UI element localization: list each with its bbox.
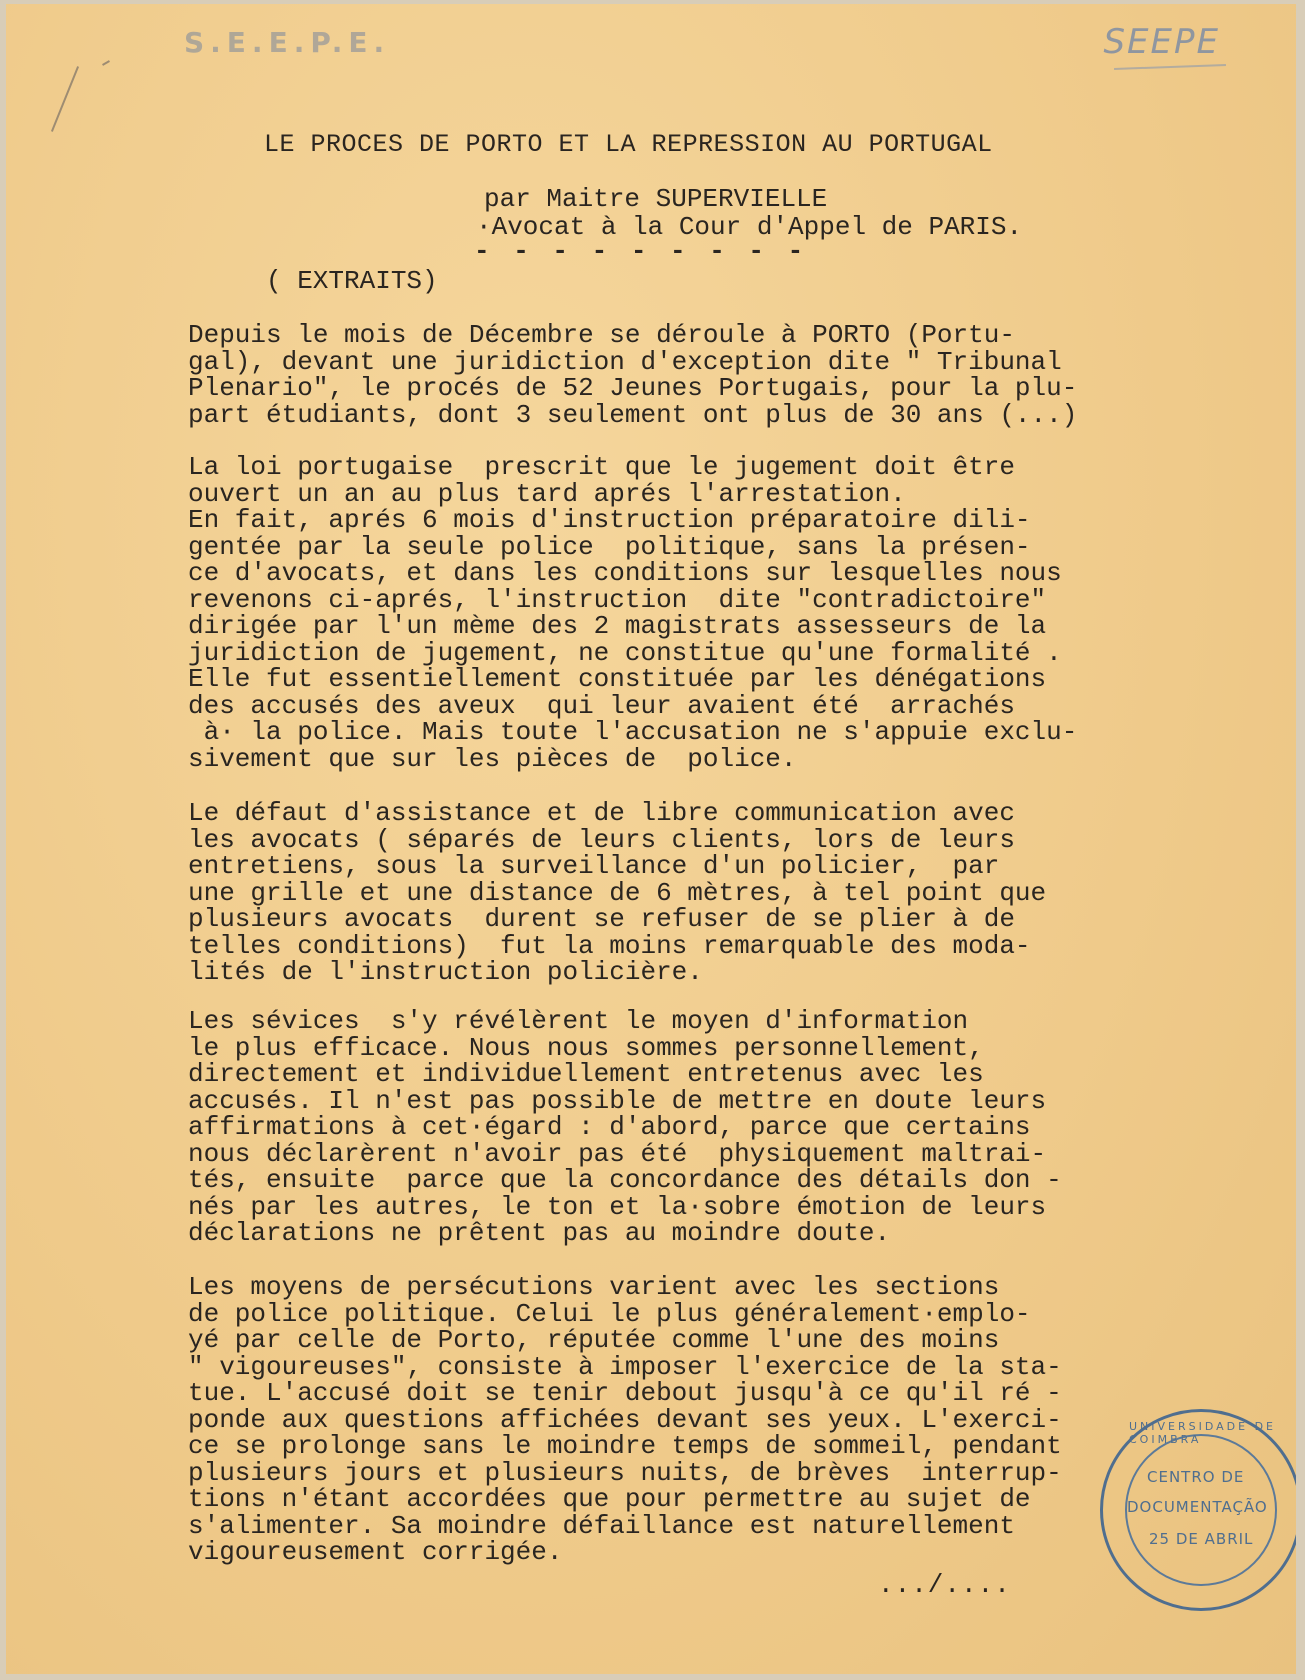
header-mark-underline (1114, 64, 1226, 70)
stamp-line-1: CENTRO DE (1147, 1468, 1245, 1486)
text-line: En fait, aprés 6 mois d'instruction préparatoire dili- (188, 505, 1031, 535)
text-line: directement et individuellement entretenus avec les (188, 1059, 984, 1089)
paragraph-2 (188, 454, 1088, 772)
document-title: LE PROCES DE PORTO ET LA REPRESSION AU PORTUGAL (264, 130, 993, 159)
text-line: ouvert un an au plus tard aprés l'arrestation. (188, 478, 906, 509)
text-line: le plus efficace. Nous nous sommes personnellement, (188, 1032, 984, 1063)
text-line: les avocats ( séparés de leurs clients, lors de leurs (188, 824, 1015, 855)
text-line: Les moyens de persécutions varient avec les sections (188, 1272, 1000, 1302)
text-line: des accusés des aveux qui leur avaient été arrachés (188, 690, 1015, 721)
text-line: part étudiants, dont 3 seulement ont plus de 30 ans (...) (188, 399, 1078, 430)
text-line: juridiction de jugement, ne constitue qu'une formalité . (188, 637, 1062, 668)
author-byline: par Maitre SUPERVIELLE (484, 184, 828, 214)
text-line: Elle fut essentiellement constituée par les dénégations (188, 664, 1047, 694)
text-line: tue. L'accusé doit se tenir debout jusqu'à ce qu'il ré - (188, 1378, 1062, 1408)
paragraph-3 (188, 800, 1088, 986)
text-line: ce se prolonge sans le moindre temps de sommeil, pendant (188, 1431, 1062, 1461)
header-mark-left: S.E.E.P.E. (184, 26, 391, 59)
paragraph-5 (188, 1274, 1088, 1566)
stamp-ring-text: UNIVERSIDADE DE COIMBRA (1129, 1420, 1277, 1446)
text-line: plusieurs jours et plusieurs nuits, de brèves interrup- (188, 1457, 1062, 1488)
header-mark-right: SEEPE (1103, 22, 1220, 62)
document-page (6, 4, 1296, 1674)
text-line: entretiens, sous la surveillance d'un policier, par (188, 851, 1000, 881)
author-affiliation: ·Avocat à la Cour d'Appel de PARIS. (476, 212, 1023, 242)
stamp-line-2: DOCUMENTAÇÃO (1127, 1498, 1268, 1516)
text-line: " vigoureuses", consiste à imposer l'exercice de la sta- (188, 1351, 1062, 1382)
text-line: de police politique. Celui le plus généralement·emplo- (188, 1298, 1031, 1329)
text-line: yé par celle de Porto, réputée comme l'une des moins (188, 1325, 1000, 1355)
text-line: Depuis le mois de Décembre se déroule à PORTO (Portu- (188, 320, 1015, 350)
text-line: gal), devant une juridiction d'exception dite " Tribunal (188, 346, 1062, 377)
paragraph-1 (188, 322, 1088, 428)
separator-dashes: - - - - - - - - - (474, 236, 808, 266)
continuation-mark: .../.... (878, 1570, 1011, 1600)
pencil-mark-small (102, 60, 110, 66)
text-line: telles conditions) fut la moins remarquable des moda- (188, 930, 1031, 961)
text-line: dirigée par l'un mème des 2 magistrats assesseurs de la (188, 611, 1047, 641)
stamp-line-3: 25 DE ABRIL (1149, 1530, 1254, 1548)
text-line: s'alimenter. Sa moindre défaillance est naturellement (188, 1510, 1015, 1541)
text-line: plusieurs avocats durent se refuser de se plier à de (188, 904, 1015, 934)
text-line: La loi portugaise prescrit que le jugement doit être (188, 452, 1015, 482)
archive-stamp (1100, 1409, 1296, 1611)
text-line: tions n'étant accordées que pour permettre au sujet de (188, 1484, 1031, 1514)
pencil-mark (51, 66, 79, 132)
text-line: accusés. Il n'est pas possible de mettre en doute leurs (188, 1085, 1047, 1116)
text-line: gentée par la seule police politique, sans la présen- (188, 531, 1031, 562)
text-line: Le défaut d'assistance et de libre communication avec (188, 798, 1015, 828)
paragraph-4 (188, 1008, 1088, 1247)
text-line: nés par les autres, le ton et la·sobre émotion de leurs (188, 1191, 1047, 1222)
text-line: tés, ensuite parce que la concordance des détails don - (188, 1165, 1062, 1195)
text-line: déclarations ne prêtent pas au moindre doute. (188, 1218, 891, 1248)
text-line: sivement que sur les pièces de police. (188, 743, 797, 774)
text-line: vigoureusement corrigée. (188, 1537, 563, 1567)
text-line: revenons ci-aprés, l'instruction dite "contradictoire" (188, 584, 1047, 615)
extraits-label: ( EXTRAITS) (266, 266, 438, 296)
text-line: à· la police. Mais toute l'accusation ne s'appuie exclu- (188, 717, 1078, 747)
text-line: ce d'avocats, et dans les conditions sur lesquelles nous (188, 558, 1062, 588)
text-line: ponde aux questions affichées devant ses yeux. L'exerci- (188, 1404, 1062, 1435)
text-line: Les sévices s'y révélèrent le moyen d'information (188, 1006, 969, 1036)
text-line: lités de l'instruction policière. (188, 957, 703, 987)
text-line: une grille et une distance de 6 mètres, à tel point que (188, 877, 1047, 908)
text-line: Plenario", le procés de 52 Jeunes Portugais, pour la plu- (188, 373, 1078, 403)
text-line: nous déclarèrent n'avoir pas été physiquement maltrai- (188, 1138, 1047, 1169)
text-line: affirmations à cet·égard : d'abord, parce que certains (188, 1112, 1031, 1142)
